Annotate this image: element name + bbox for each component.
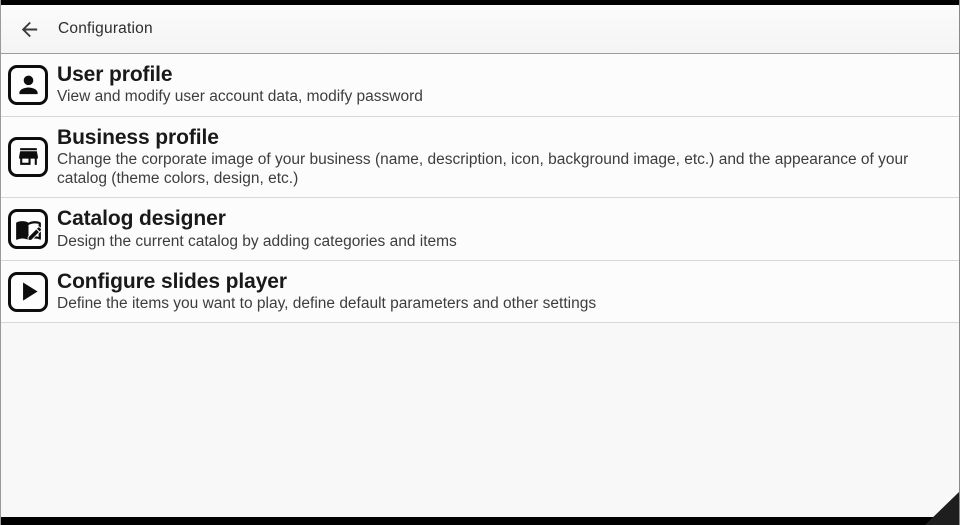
- list-item-slides-player[interactable]: [1, 261, 959, 324]
- item-description: View and modify user account data, modify password: [57, 88, 423, 106]
- item-title: Catalog designer: [57, 207, 226, 231]
- store-icon: [8, 137, 48, 177]
- arrow-left-icon: [18, 18, 41, 41]
- settings-list: [1, 54, 959, 323]
- list-item-user-profile[interactable]: [1, 54, 959, 117]
- back-button[interactable]: [16, 16, 42, 42]
- bottom-screen-bezel: [1, 517, 959, 525]
- play-icon: [8, 272, 48, 312]
- page-title: Configuration: [58, 20, 153, 37]
- item-description: Define the items you want to play, define default parameters and other settings: [57, 295, 597, 313]
- app-bar: [1, 5, 959, 54]
- item-title: Business profile: [57, 125, 219, 149]
- item-description: Change the corporate image of your business (name, description, icon, background image, etc.) and the appearance of your catalog (theme colors, design, etc.): [57, 150, 909, 188]
- list-item-text: [57, 270, 943, 314]
- person-icon: [8, 65, 48, 105]
- list-item-catalog-designer[interactable]: [1, 198, 959, 261]
- list-item-text: [57, 207, 943, 251]
- book-edit-icon: [8, 209, 48, 249]
- item-description: Design the current catalog by adding categories and items: [57, 232, 457, 250]
- list-item-text: [57, 63, 943, 107]
- list-item-business-profile[interactable]: [1, 117, 959, 199]
- empty-content-area: [1, 323, 959, 525]
- item-title: User profile: [57, 63, 173, 86]
- item-title: Configure slides player: [57, 269, 287, 293]
- list-item-text: [57, 126, 943, 189]
